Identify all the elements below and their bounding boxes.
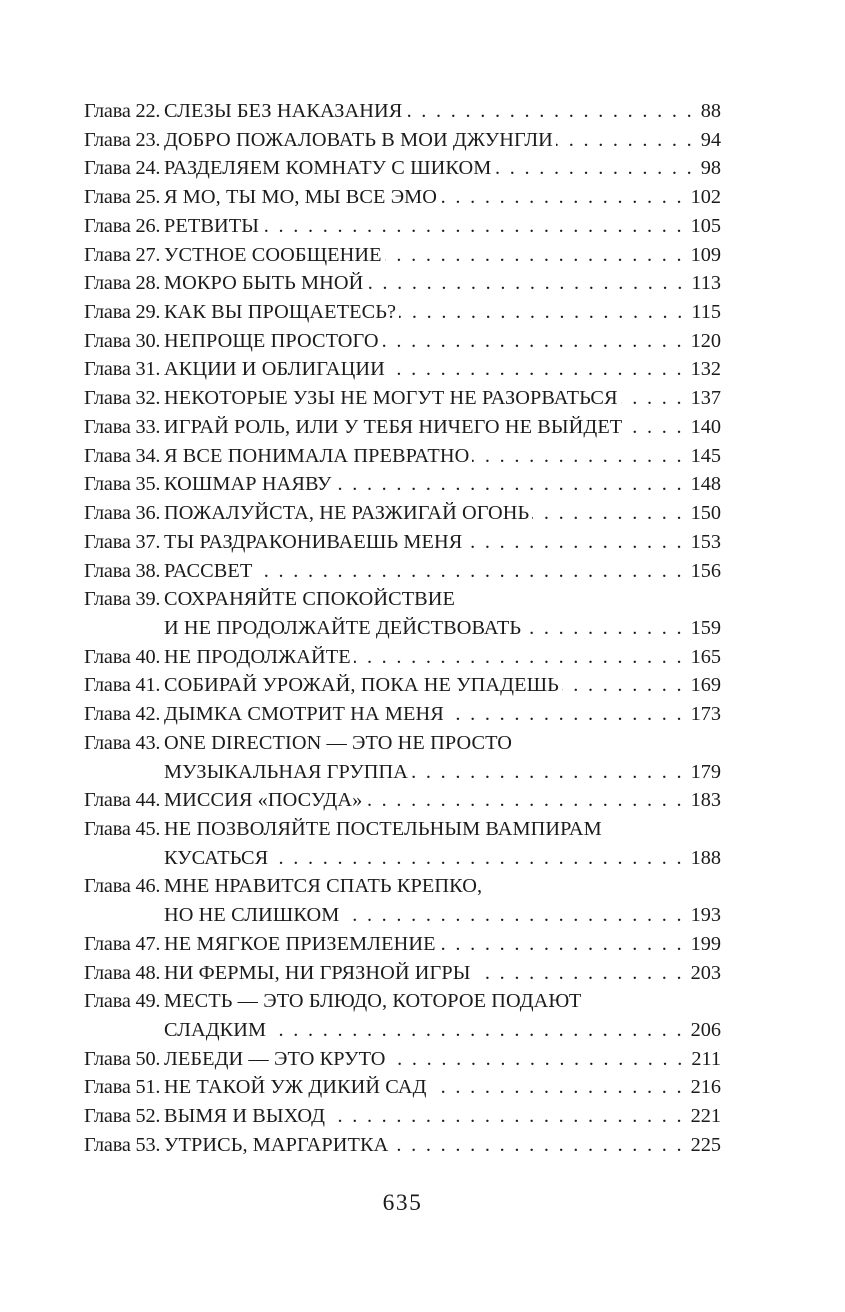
chapter-page-number: 169	[690, 674, 721, 697]
toc-line	[84, 499, 721, 528]
chapter-title: ДЫМКА СМОТРИТ НА МЕНЯ	[164, 703, 444, 726]
chapter-page-number: 183	[690, 789, 721, 812]
chapter-title: НЕ ПРОДОЛЖАЙТЕ	[164, 645, 351, 668]
chapter-page-number: 159	[690, 616, 721, 639]
chapter-label: Глава 23.	[84, 128, 161, 151]
toc-line	[84, 1102, 721, 1131]
dot-leader	[354, 643, 682, 672]
chapter-page-number: 211	[691, 1047, 721, 1070]
dot-leader	[625, 413, 681, 442]
chapter-page-number: 115	[691, 301, 721, 324]
chapter-title: Я МО, ТЫ МО, МЫ ВСЕ ЭМО	[164, 186, 438, 209]
toc-line	[84, 729, 721, 758]
chapter-label: Глава 38.	[84, 559, 161, 582]
chapter-label: Глава 37.	[84, 530, 161, 553]
chapter-title: АКЦИИ И ОБЛИГАЦИИ	[164, 358, 385, 381]
chapter-page-number: 156	[690, 559, 721, 582]
chapter-title: СОБИРАЙ УРОЖАЙ, ПОКА НЕ УПАДЕШЬ	[164, 674, 559, 697]
chapter-label: Глава 47.	[84, 932, 161, 955]
toc-line	[84, 1016, 721, 1045]
dot-leader	[447, 700, 682, 729]
chapter-label: Глава 43.	[84, 731, 161, 754]
toc-list	[84, 97, 721, 1160]
toc-line	[84, 844, 721, 873]
dot-leader	[334, 470, 681, 499]
chapter-label: Глава 41.	[84, 674, 161, 697]
dot-leader	[532, 499, 681, 528]
chapter-page-number: 105	[690, 214, 721, 237]
chapter-title: МОКРО БЫТЬ МНОЙ	[164, 272, 364, 295]
dot-leader	[391, 1131, 681, 1160]
chapter-title: НЕ ПОЗВОЛЯЙТЕ ПОСТЕЛЬНЫМ ВАМПИРАМ	[164, 817, 602, 840]
chapter-page-number: 88	[700, 100, 721, 122]
dot-leader	[474, 959, 682, 988]
chapter-page-number: 188	[690, 846, 721, 869]
chapter-page-number: 216	[690, 1076, 721, 1099]
toc-line	[84, 470, 721, 499]
toc-line	[84, 413, 721, 442]
chapter-label: Глава 42.	[84, 703, 161, 726]
dot-leader	[271, 844, 681, 873]
chapter-title: ЛЕБЕДИ — ЭТО КРУТО	[164, 1047, 386, 1070]
dot-leader	[411, 758, 682, 787]
chapter-title: МНЕ НРАВИТСЯ СПАТЬ КРЕПКО,	[164, 875, 483, 898]
chapter-title: РАССВЕТ	[164, 559, 253, 582]
chapter-label: Глава 22.	[84, 100, 161, 122]
toc-line	[84, 528, 721, 557]
chapter-title: УСТНОЕ СООБЩЕНИЕ	[164, 243, 382, 266]
dot-leader	[621, 384, 682, 413]
dot-leader	[494, 154, 691, 183]
toc-line	[84, 700, 721, 729]
toc-line	[84, 442, 721, 471]
chapter-title: НЕКОТОРЫЕ УЗЫ НЕ МОГУТ НЕ РАЗОРВАТЬСЯ	[164, 387, 618, 410]
chapter-page-number: 113	[691, 272, 721, 295]
chapter-title: ИГРАЙ РОЛЬ, ИЛИ У ТЕБЯ НИЧЕГО НЕ ВЫЙДЕТ	[164, 415, 623, 438]
chapter-label: Глава 46.	[84, 875, 161, 898]
chapter-label: Глава 32.	[84, 387, 161, 410]
toc-line	[84, 1045, 721, 1074]
chapter-label: Глава 39.	[84, 588, 161, 611]
toc-line	[84, 241, 721, 270]
chapter-label: Глава 51.	[84, 1076, 161, 1099]
chapter-page-number: 148	[690, 473, 721, 496]
chapter-page-number: 173	[690, 703, 721, 726]
dot-leader	[440, 183, 682, 212]
chapter-title: МУЗЫКАЛЬНАЯ ГРУППА	[164, 760, 409, 783]
chapter-title: НО НЕ СЛИШКОМ	[164, 904, 340, 927]
chapter-page-number: 193	[690, 904, 721, 927]
chapter-page-number: 109	[690, 243, 721, 266]
chapter-title: СЛАДКИМ	[164, 1019, 267, 1041]
toc-line	[84, 212, 721, 241]
dot-leader	[430, 1073, 682, 1102]
page-number: 635	[382, 1190, 423, 1216]
chapter-label: Глава 49.	[84, 990, 161, 1013]
toc-line	[84, 585, 721, 614]
toc-line	[84, 614, 721, 643]
chapter-page-number: 225	[690, 1133, 721, 1156]
chapter-page-number: 140	[690, 415, 721, 438]
chapter-label: Глава 26.	[84, 214, 161, 237]
chapter-title: ТЫ РАЗДРАКОНИВАЕШЬ МЕНЯ	[164, 530, 463, 553]
chapter-label: Глава 33.	[84, 415, 161, 438]
chapter-label: Глава 52.	[84, 1105, 161, 1128]
chapter-label: Глава 36.	[84, 502, 161, 525]
dot-leader	[524, 614, 682, 643]
toc-line	[84, 97, 721, 126]
toc-line	[84, 987, 721, 1016]
chapter-title: НЕ МЯГКОЕ ПРИЗЕМЛЕНИЕ	[164, 932, 436, 955]
chapter-label: Глава 31.	[84, 358, 161, 381]
toc-line	[84, 154, 721, 183]
chapter-label: Глава 28.	[84, 272, 161, 295]
chapter-page-number: 199	[690, 932, 721, 955]
chapter-title: НИ ФЕРМЫ, НИ ГРЯЗНОЙ ИГРЫ	[164, 961, 471, 984]
dot-leader	[562, 671, 682, 700]
chapter-page-number: 179	[690, 760, 721, 783]
dot-leader	[366, 269, 682, 298]
chapter-title: МЕСТЬ — ЭТО БЛЮДО, КОТОРОЕ ПОДАЮТ	[164, 990, 582, 1013]
toc-line	[84, 930, 721, 959]
dot-leader	[439, 930, 682, 959]
dot-leader	[255, 557, 681, 586]
chapter-page-number: 203	[690, 961, 721, 984]
chapter-page-number: 98	[700, 157, 721, 180]
chapter-label: Глава 50.	[84, 1047, 161, 1070]
chapter-title: И НЕ ПРОДОЛЖАЙТЕ ДЕЙСТВОВАТЬ	[164, 616, 522, 639]
chapter-title: РЕТВИТЫ	[164, 214, 260, 237]
chapter-label: Глава 29.	[84, 301, 161, 324]
chapter-label: Глава 30.	[84, 329, 161, 352]
toc-line	[84, 643, 721, 672]
chapter-page-number: 120	[690, 329, 721, 352]
dot-leader	[389, 1045, 683, 1074]
toc-line	[84, 327, 721, 356]
chapter-label: Глава 44.	[84, 789, 161, 812]
chapter-label: Глава 27.	[84, 243, 161, 266]
chapter-title: РАЗДЕЛЯЕМ КОМНАТУ С ШИКОМ	[164, 157, 492, 180]
chapter-title: МИССИЯ «ПОСУДА»	[164, 789, 363, 812]
dot-leader	[399, 298, 682, 327]
chapter-title: КУСАТЬСЯ	[164, 846, 269, 869]
toc-line	[84, 384, 721, 413]
toc-line	[84, 355, 721, 384]
toc-line	[84, 183, 721, 212]
toc-line	[84, 671, 721, 700]
dot-leader	[472, 442, 681, 471]
chapter-title: ПОЖАЛУЙСТА, НЕ РАЗЖИГАЙ ОГОНЬ	[164, 502, 530, 525]
chapter-label: Глава 48.	[84, 961, 161, 984]
toc-line	[84, 786, 721, 815]
chapter-page-number: 145	[690, 444, 721, 467]
dot-leader	[365, 786, 681, 815]
chapter-title: ONE DIRECTION — ЭТО НЕ ПРОСТО	[164, 731, 513, 754]
chapter-page-number: 137	[690, 387, 721, 410]
chapter-title: УТРИСЬ, МАРГАРИТКА	[164, 1133, 389, 1156]
toc-line	[84, 959, 721, 988]
chapter-page-number: 102	[690, 186, 721, 209]
chapter-label: Глава 34.	[84, 444, 161, 467]
chapter-label: Глава 35.	[84, 473, 161, 496]
toc-line	[84, 872, 721, 901]
chapter-page-number: 206	[690, 1019, 721, 1041]
dot-leader	[385, 241, 682, 270]
chapter-label: Глава 25.	[84, 186, 161, 209]
chapter-title: ВЫМЯ И ВЫХОД	[164, 1105, 326, 1128]
dot-leader	[465, 528, 681, 557]
chapter-label: Глава 53.	[84, 1133, 161, 1156]
chapter-page-number: 132	[690, 358, 721, 381]
toc-line	[84, 269, 721, 298]
dot-leader	[388, 355, 682, 384]
toc-line	[84, 1073, 721, 1102]
dot-leader	[269, 1016, 681, 1045]
toc-line	[84, 298, 721, 327]
toc-line	[84, 557, 721, 586]
chapter-title: НЕПРОЩЕ ПРОСТОГО	[164, 329, 379, 352]
toc-line	[84, 1131, 721, 1160]
chapter-page-number: 150	[690, 502, 721, 525]
toc-line	[84, 901, 721, 930]
toc-line	[84, 758, 721, 787]
chapter-label: Глава 24.	[84, 157, 161, 180]
dot-leader	[262, 212, 682, 241]
chapter-title: ДОБРО ПОЖАЛОВАТЬ В МОИ ДЖУНГЛИ	[164, 128, 553, 151]
chapter-title: СОХРАНЯЙТЕ СПОКОЙСТВИЕ	[164, 588, 456, 611]
dot-leader	[328, 1102, 682, 1131]
toc-line	[84, 126, 721, 155]
chapter-page-number: 165	[690, 645, 721, 668]
toc-line	[84, 815, 721, 844]
chapter-page-number: 153	[690, 530, 721, 553]
chapter-label: Глава 40.	[84, 645, 161, 668]
chapter-title: СЛЕЗЫ БЕЗ НАКАЗАНИЯ	[164, 100, 403, 122]
chapter-title: НЕ ТАКОЙ УЖ ДИКИЙ САД	[164, 1076, 427, 1099]
dot-leader	[556, 126, 692, 155]
dot-leader	[382, 327, 682, 356]
dot-leader	[342, 901, 681, 930]
chapter-title: Я ВСЕ ПОНИМАЛА ПРЕВРАТНО	[164, 444, 470, 467]
chapter-title: КАК ВЫ ПРОЩАЕТЕСЬ?	[164, 301, 397, 324]
chapter-label: Глава 45.	[84, 817, 161, 840]
chapter-page-number: 221	[690, 1105, 721, 1128]
chapter-page-number: 94	[700, 128, 721, 151]
dot-leader	[405, 97, 691, 126]
chapter-title: КОШМАР НАЯВУ	[164, 473, 332, 496]
